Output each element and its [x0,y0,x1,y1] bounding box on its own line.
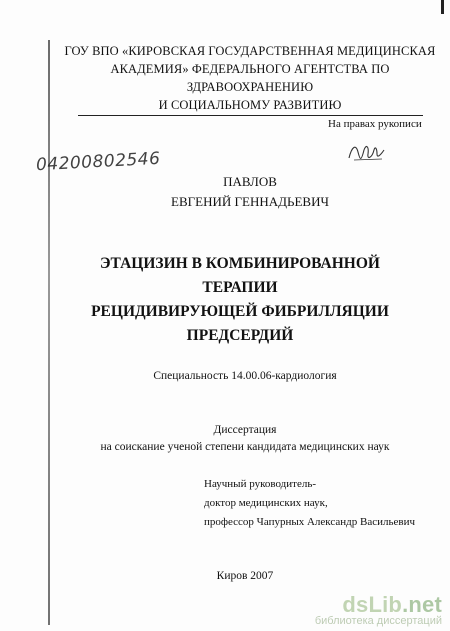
scan-corner-mark [441,0,444,14]
author-block [150,172,350,212]
watermark-logo-main: dsLib [342,592,403,617]
archive-stamp-number: 04200802546 [35,148,161,176]
supervisor-line-1: Научный руководитель- [204,478,316,490]
supervisor-line-3: профессор Чапурных Александр Васильевич [204,516,415,528]
dissertation-type [90,422,400,456]
handwritten-signature [346,138,388,166]
rights-notice: На правах рукописи [328,118,422,130]
header-line-1: ГОУ ВПО «КИРОВСКАЯ ГОСУДАРСТВЕННАЯ МЕДИЦИНСКАЯ [64,44,436,58]
dissertation-line-1: Диссертация [213,424,277,436]
author-surname: ПАВЛОВ [223,174,277,189]
title-line-1: ЭТАЦИЗИН В КОМБИНИРОВАННОЙ ТЕРАПИИ [100,255,380,296]
dissertation-title [90,252,390,348]
scan-edge-line [48,40,50,625]
city-year: Киров 2007 [216,570,274,582]
header-line-2: АКАДЕМИЯ» ФЕДЕРАЛЬНОГО АГЕНТСТВА ПО ЗДРАВООХРАНЕНИЮ [110,62,390,94]
author-name: ЕВГЕНИЙ ГЕННАДЬЕВИЧ [171,194,329,209]
dslib-watermark [315,592,442,627]
header-line-3: И СОЦИАЛЬНОМУ РАЗВИТИЮ [78,96,423,116]
institution-header [60,42,440,116]
specialty-line: Специальность 14.00.06-кардиология [153,370,337,382]
supervisor-line-2: доктор медицинских наук, [204,497,328,509]
title-line-3: ПРЕДСЕРДИЙ [186,327,294,344]
watermark-subtitle: библиотека диссертаций [314,615,442,627]
watermark-logo-tld: .net [402,592,442,617]
title-line-2: РЕЦИДИВИРУЮЩЕЙ ФИБРИЛЛЯЦИИ [91,303,389,320]
dissertation-line-2: на соискание ученой степени кандидата медицинских наук [100,441,390,453]
supervisor-block [204,475,444,532]
